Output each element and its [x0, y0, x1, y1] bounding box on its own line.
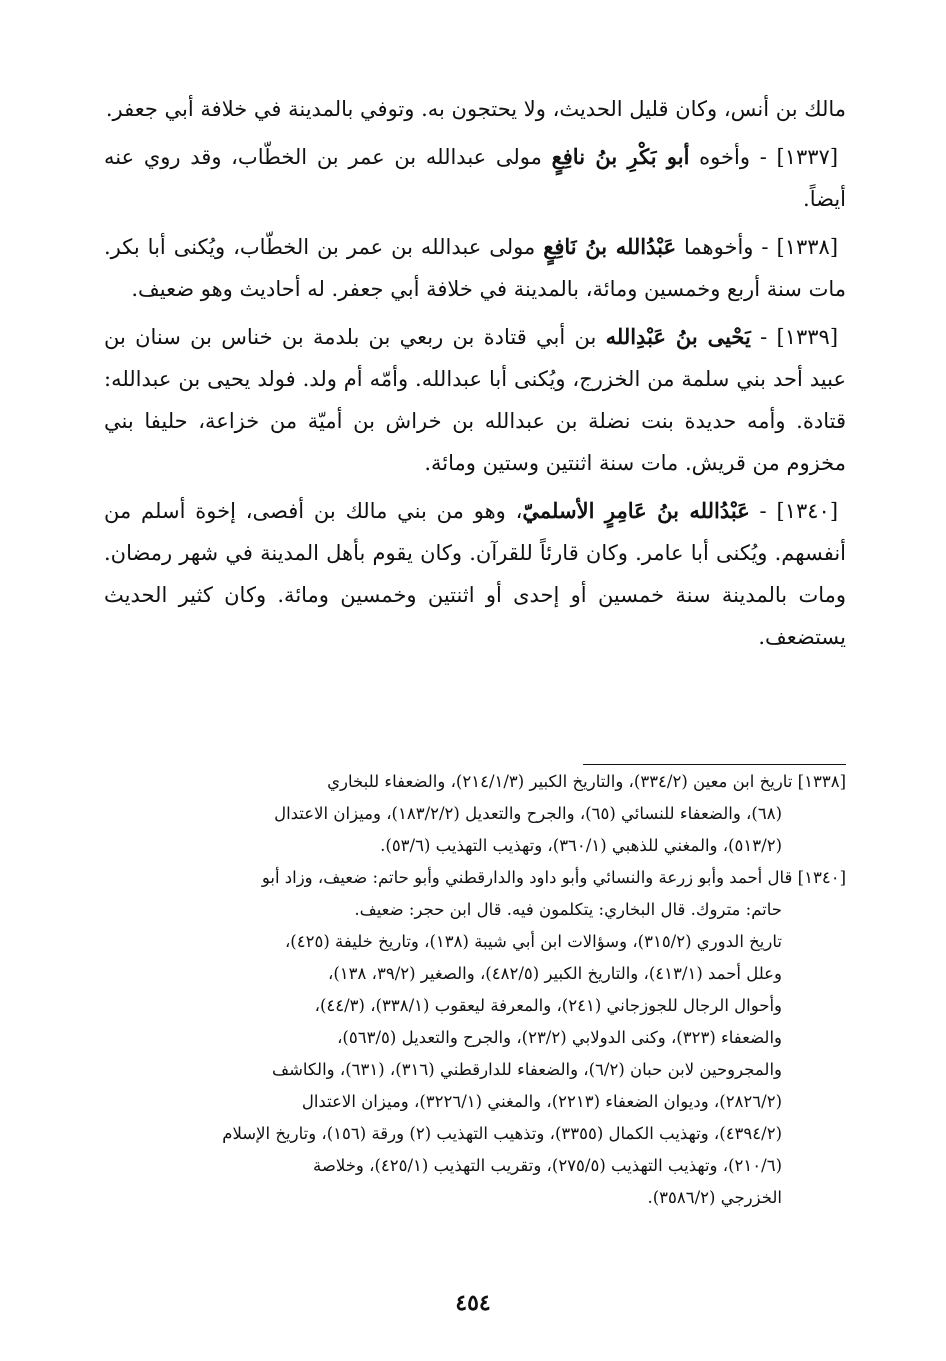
footnote-line: (٦٨)، والضعفاء للنسائي (٦٥)، والجرح والتعديل (١٨٣/٢/٢)، وميزان الاعتدال [274, 804, 782, 823]
entry-prefix: وأخوهما [676, 235, 754, 259]
entry-text: ، وهو من بني مالك بن أفصى، إخوة أسلم من أنفسهم. ويُكنى أبا عامر. وكان قارئاً للقرآن. وكان يقوم بأهل المدينة في شهر رمضان. ومات بالمدينة سنة خمسين أو إحدى أو اثنتين وخمسين ومائة. وكان كثير الحديث يستضعف. [104, 499, 846, 649]
footnote-line: والضعفاء (٣٢٣)، وكنى الدولابي (٢٣/٢)، والجرح والتعديل (٥٦٣/٥)، [337, 1028, 782, 1047]
entry-1338 [104, 226, 846, 310]
entry-number: [١٣٣٨] - [753, 235, 839, 259]
footnote-line: (٥١٣/٢)، والمغني للذهبي (٣٦٠/١)، وتهذيب التهذيب (٥٣/٦). [380, 836, 782, 855]
footnote-line: تاريخ الدوري (٣١٥/٢)، وسؤالات ابن أبي شيبة (١٣٨)، وتاريخ خليفة (٤٢٥)، [284, 932, 782, 951]
page-number: ٤٥٤ [455, 1290, 491, 1316]
footnote-line: والمجروحين لابن حبان (٦/٢)، والضعفاء للدارقطني (٣١٦)، (٦٣١)، والكاشف [272, 1060, 782, 1079]
footnote-line: (٢١٠/٦)، وتهذيب التهذيب (٢٧٥/٥)، وتقريب التهذيب (٤٢٥/١)، وخلاصة [313, 1156, 782, 1175]
entry-name: عَبْدُالله بنُ عَامِرٍ الأسلميّ [522, 498, 750, 523]
footnote-line: (٢٨٢٦/٢)، وديوان الضعفاء (٢٢١٣)، والمغني (٣٢٢٦/١)، وميزان الاعتدال [301, 1092, 782, 1111]
footnote-number: [١٣٤٠] [792, 868, 846, 887]
footnote-line: وعلل أحمد (٤١٣/١)، والتاريخ الكبير (٤٨٢/٥)، والصغير (٣٩/٢، ١٣٨)، [328, 964, 782, 983]
entry-text: بن أبي قتادة بن ربعي بن بلدمة بن خناس بن سنان بن عبيد أحد بني سلمة من الخزرج، ويُكنى أبا عبدالله. وأمّه أم ولد. فولد يحيى بن عبدالله: قتادة. وأمه حديدة بنت نضلة بن عبدالله بن خراش بن أميّة من خزاعة، حليفا بني مخزوم من قريش. مات سنة اثنتين وستين ومائة. [104, 325, 846, 475]
footnote-line: وأحوال الرجال للجوزجاني (٢٤١)، والمعرفة ليعقوب (٣٣٨/١)، (٤٤/٣)، [314, 996, 782, 1015]
entry-name: أبو بَكْرِ بنُ نافِعٍ [551, 144, 690, 169]
entry-number: [١٣٣٧] - [749, 145, 839, 169]
entry-text: مولى عبدالله بن عمر بن الخطّاب، ويُكنى أبا بكر. مات سنة أربع وخمسين ومائة، بالمدينة في خلافة أبي جعفر. له أحاديث وهو ضعيف. [104, 235, 846, 301]
footnote-line: حاتم: متروك. قال البخاري: يتكلمون فيه. قال ابن حجر: ضعيف. [354, 900, 782, 919]
entry-1340 [104, 490, 846, 658]
footnote-line: (٤٣٩٤/٢)، وتهذيب الكمال (٣٣٥٥)، وتذهيب التهذيب (٢) ورقة (١٥٦)، وتاريخ الإسلام [222, 1124, 782, 1143]
entry-number: [١٣٤٠] - [749, 499, 839, 523]
entry-1337 [104, 136, 846, 220]
footnote-number: [١٣٣٨] [792, 772, 846, 791]
entry-prefix: وأخوه [689, 145, 750, 169]
paragraph-continuation: مالك بن أنس، وكان قليل الحديث، ولا يحتجون به. وتوفي بالمدينة في خلافة أبي جعفر. [105, 97, 846, 121]
footnote-line: [١٣٤٠] قال أحمد وأبو زرعة والنسائي وأبو داود والدارقطني وأبو حاتم: ضعيف، وزاد أبو [261, 868, 846, 887]
entry-1339 [104, 316, 846, 484]
entry-number: [١٣٣٩] - [750, 325, 839, 349]
entry-text: مولى عبدالله بن عمر بن الخطّاب، وقد روي عنه أيضاً. [104, 145, 846, 211]
main-text [104, 88, 846, 658]
footnote-separator [583, 764, 846, 765]
entry-name: عَبْدُالله بنُ نَافِعٍ [543, 234, 677, 259]
footnote-line: [١٣٣٨] تاريخ ابن معين (٣٣٤/٢)، والتاريخ الكبير (٢١٤/١/٣)، والضعفاء للبخاري [327, 772, 846, 791]
entry-name: يَحْيى بنُ عَبْدِالله [605, 324, 751, 349]
footnote-line: الخزرجي (٣٥٨٦/٢). [647, 1188, 782, 1207]
footnote-1338 [104, 766, 846, 862]
footnote-1340 [104, 862, 846, 1214]
footnotes [104, 766, 846, 1214]
